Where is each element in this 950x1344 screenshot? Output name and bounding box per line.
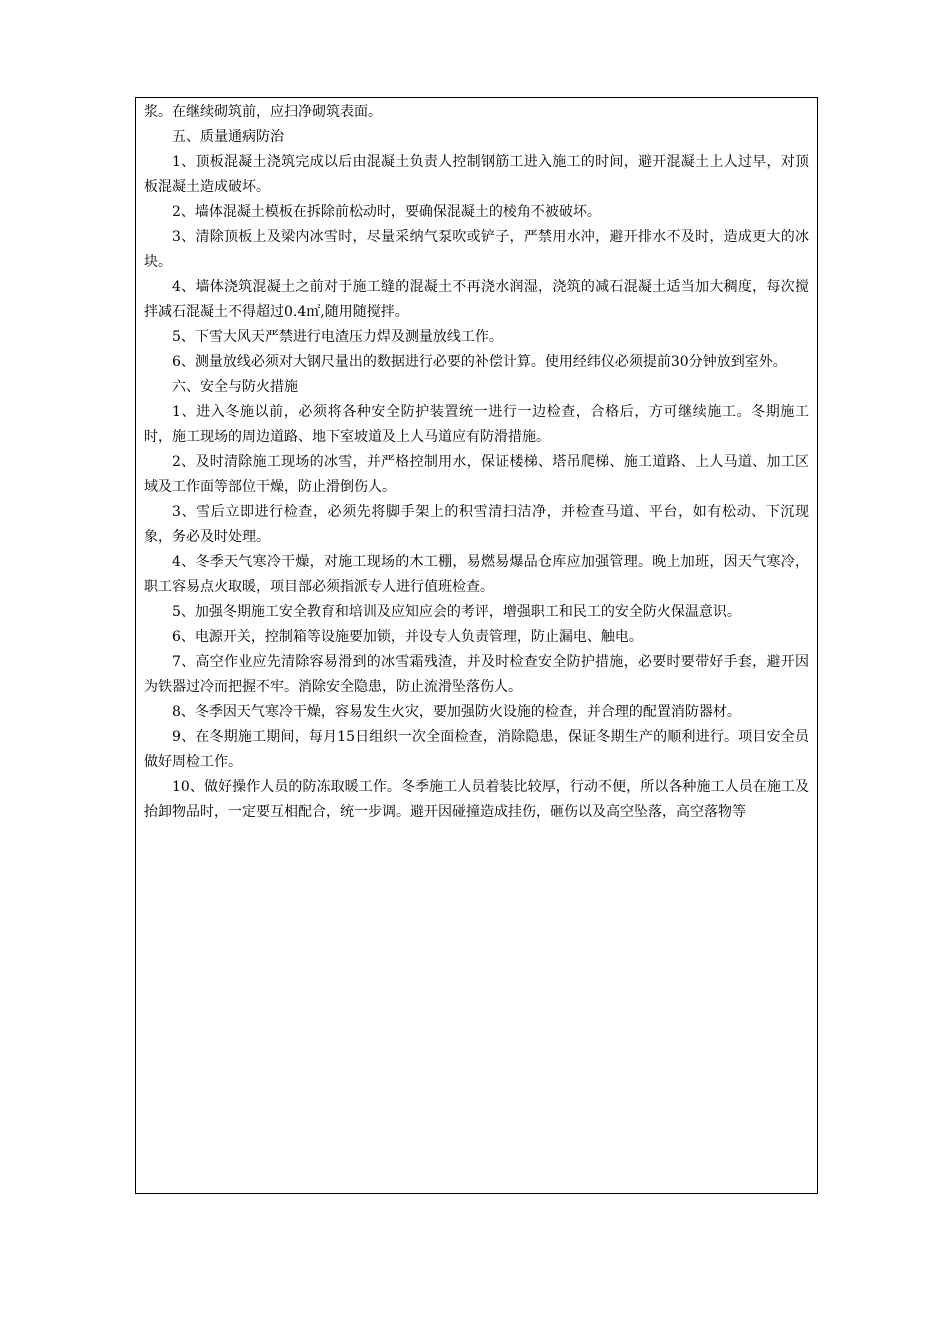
paragraph: 3、清除顶板上及梁内冰雪时，尽量采纳气泵吹或铲子，严禁用水冲，避开排水不及时，造成更大的冰块。 — [144, 229, 809, 270]
paragraph: 9、在冬期施工期间，每月15日组织一次全面检查，消除隐患，保证冬期生产的顺利进行。项目安全员做好周检工作。 — [144, 729, 809, 770]
paragraph-continuation: 浆。在继续砌筑前，应扫净砌筑表面。 — [144, 104, 382, 120]
paragraph: 5、下雪大风天严禁进行电渣压力焊及测量放线工作。 — [172, 329, 503, 345]
paragraph: 1、进入冬施以前，必须将各种安全防护装置统一进行一边检查，合格后，方可继续施工。冬期施工时，施工现场的周边道路、地下室坡道及上人马道应有防滑措施。 — [144, 404, 809, 445]
paragraph: 10、做好操作人员的防冻取暖工作。冬季施工人员着装比较厚，行动不便，所以各种施工人员在施工及抬卸物品时，一定要互相配合，统一步调。避开因碰撞造成挂伤，砸伤以及高空坠落，高空落物等 — [144, 779, 809, 820]
paragraph: 2、墙体混凝土模板在拆除前松动时，要确保混凝土的棱角不被破坏。 — [172, 204, 601, 220]
paragraph: 4、冬季天气寒冷干燥，对施工现场的木工棚，易燃易爆品仓库应加强管理。晚上加班，因天气寒冷，职工容易点火取暖，项目部必须指派专人进行值班检查。 — [144, 554, 809, 595]
paragraph: 4、墙体浇筑混凝土之前对于施工缝的混凝土不再浇水润湿，浇筑的减石混凝土适当加大稠度，每次搅拌减石混凝土不得超过0.4㎡,随用随搅拌。 — [144, 279, 809, 320]
paragraph: 5、加强冬期施工安全教育和培训及应知应会的考评，增强职工和民工的安全防火保温意识。 — [172, 604, 741, 620]
paragraph: 7、高空作业应先清除容易滑到的冰雪霜残渣，并及时检查安全防护措施，必要时要带好手套，避开因为铁器过冷而把握不牢。消除安全隐患，防止流滑坠落伤人。 — [144, 654, 809, 695]
paragraph: 1、顶板混凝土浇筑完成以后由混凝土负责人控制钢筋工进入施工的时间，避开混凝土上人过早，对顶板混凝土造成破坏。 — [144, 154, 809, 195]
paragraph: 6、电源开关，控制箱等设施要加锁，并设专人负责管理，防止漏电、触电。 — [172, 629, 643, 645]
document-body — [144, 100, 809, 825]
paragraph: 8、冬季因天气寒冷干燥，容易发生火灾，要加强防火设施的检查，并合理的配置消防器材。 — [172, 704, 741, 720]
paragraph: 6、测量放线必须对大钢尺量出的数据进行必要的补偿计算。使用经纬仪必须提前30分钟放到室外。 — [172, 354, 787, 370]
section-heading-safety: 六、安全与防火措施 — [172, 379, 298, 395]
document-frame — [135, 97, 818, 1194]
paragraph: 3、雪后立即进行检查，必须先将脚手架上的积雪清扫洁净，并检查马道、平台，如有松动、下沉现象，务必及时处理。 — [144, 504, 809, 545]
section-heading-quality: 五、质量通病防治 — [172, 129, 284, 145]
paragraph: 2、及时清除施工现场的冰雪，并严格控制用水，保证楼梯、塔吊爬梯、施工道路、上人马道、加工区域及工作面等部位干燥，防止滑倒伤人。 — [144, 454, 809, 495]
